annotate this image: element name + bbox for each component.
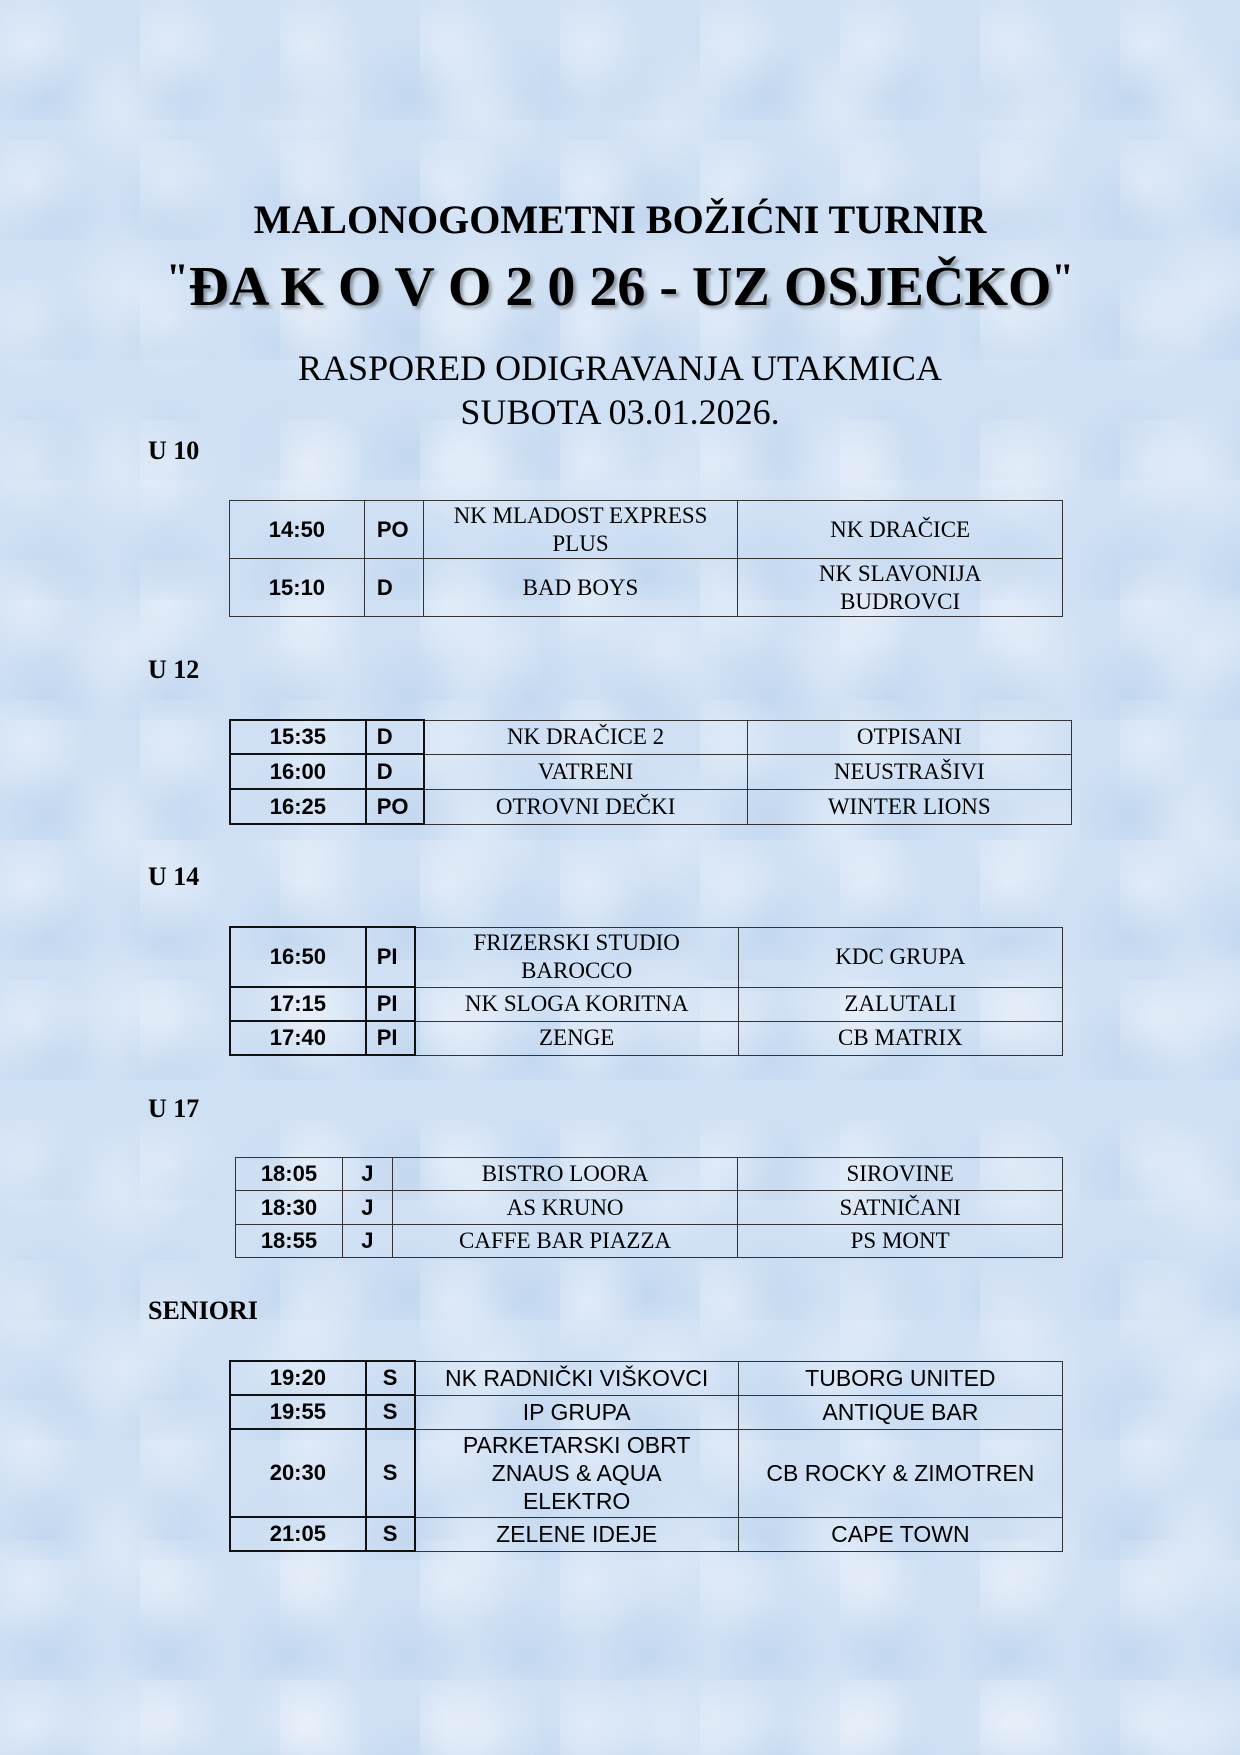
- category-label-u10: U 10: [148, 436, 200, 465]
- match-time: 15:10: [230, 559, 365, 617]
- table-row: [230, 1021, 1063, 1055]
- home-team: ZENGE: [415, 1021, 738, 1055]
- category-label-u12: U 12: [148, 655, 200, 684]
- table-row: [230, 754, 1072, 789]
- schedule-table-u17: [235, 1157, 1063, 1258]
- home-team: ZELENE IDEJE: [415, 1517, 739, 1551]
- home-team: AS KRUNO: [392, 1191, 738, 1225]
- match-group: J: [342, 1158, 392, 1191]
- home-team: IP GRUPA: [415, 1395, 739, 1429]
- table-row: [230, 501, 1063, 559]
- match-group: D: [366, 720, 424, 754]
- schedule-table-u10: [229, 500, 1063, 617]
- table-row: [230, 927, 1063, 987]
- match-time: 17:40: [230, 1021, 366, 1055]
- away-team: NK DRAČICE: [738, 501, 1063, 559]
- away-team: SATNIČANI: [738, 1191, 1063, 1225]
- match-time: 20:30: [230, 1429, 366, 1517]
- match-time: 16:50: [230, 927, 366, 987]
- home-team: NK MLADOST EXPRESS PLUS: [423, 501, 738, 559]
- away-team: WINTER LIONS: [747, 789, 1071, 824]
- home-team: CAFFE BAR PIAZZA: [392, 1225, 738, 1258]
- home-team: NK SLOGA KORITNA: [415, 987, 738, 1021]
- match-group: S: [366, 1429, 415, 1517]
- match-group: J: [342, 1191, 392, 1225]
- table-row: [230, 559, 1063, 617]
- match-time: 16:00: [230, 754, 366, 789]
- match-group: PI: [366, 927, 415, 987]
- away-team: TUBORG UNITED: [738, 1361, 1062, 1395]
- away-team: PS MONT: [738, 1225, 1063, 1258]
- tournament-name: [0, 246, 1240, 319]
- table-row: [230, 1395, 1063, 1429]
- category-label-seniori: SENIORI: [148, 1296, 258, 1325]
- home-team: NK DRAČICE 2: [424, 720, 747, 754]
- category-label-u17: U 17: [148, 1094, 200, 1123]
- table-row: [236, 1225, 1063, 1258]
- away-team: KDC GRUPA: [738, 927, 1062, 987]
- away-team: ZALUTALI: [738, 987, 1062, 1021]
- table-row: [230, 1517, 1063, 1551]
- match-time: 19:20: [230, 1361, 366, 1395]
- match-group: PI: [366, 1021, 415, 1055]
- home-team: FRIZERSKI STUDIO BAROCCO: [415, 927, 738, 987]
- schedule-date: SUBOTA 03.01.2026.: [460, 392, 780, 432]
- away-team: CB ROCKY & ZIMOTREN: [738, 1429, 1062, 1517]
- schedule-table-u14: [229, 926, 1063, 1056]
- away-team: ANTIQUE BAR: [738, 1395, 1062, 1429]
- home-team: BISTRO LOORA: [392, 1158, 738, 1191]
- home-team: OTROVNI DEČKI: [424, 789, 747, 824]
- away-team: OTPISANI: [747, 720, 1071, 754]
- table-row: [230, 789, 1072, 824]
- match-time: 18:30: [236, 1191, 343, 1225]
- match-time: 18:05: [236, 1158, 343, 1191]
- home-team: NK RADNIČKI VIŠKOVCI: [415, 1361, 739, 1395]
- category-label-u14: U 14: [148, 862, 200, 891]
- schedule-table-seniori: [229, 1360, 1063, 1552]
- home-team: BAD BOYS: [423, 559, 738, 617]
- match-time: 18:55: [236, 1225, 343, 1258]
- schedule-heading: RASPORED ODIGRAVANJA UTAKMICA: [298, 348, 942, 388]
- table-row: [236, 1158, 1063, 1191]
- match-group: J: [342, 1225, 392, 1258]
- match-time: 21:05: [230, 1517, 366, 1551]
- away-team: CB MATRIX: [738, 1021, 1062, 1055]
- away-team: NK SLAVONIJA BUDROVCI: [738, 559, 1063, 617]
- tournament-name-text: ĐA K O V O 2 0 26 - UZ OSJEČKO: [188, 256, 1052, 318]
- table-row: [230, 1361, 1063, 1395]
- away-team: SIROVINE: [738, 1158, 1063, 1191]
- table-row: [230, 987, 1063, 1021]
- away-team: NEUSTRAŠIVI: [747, 754, 1071, 789]
- match-time: 14:50: [230, 501, 365, 559]
- match-group: PO: [364, 501, 423, 559]
- tournament-title: MALONOGOMETNI BOŽIĆNI TURNIR: [253, 197, 987, 242]
- table-row: [230, 720, 1072, 754]
- table-row: [230, 1429, 1063, 1517]
- match-time: 17:15: [230, 987, 366, 1021]
- match-time: 16:25: [230, 789, 366, 824]
- match-group: PO: [366, 789, 424, 824]
- match-group: S: [366, 1395, 415, 1429]
- table-row: [236, 1191, 1063, 1225]
- home-team: PARKETARSKI OBRT ZNAUS & AQUA ELEKTRO: [415, 1429, 739, 1517]
- match-group: D: [366, 754, 424, 789]
- match-group: S: [366, 1361, 415, 1395]
- match-group: PI: [366, 987, 415, 1021]
- schedule-table-u12: [229, 719, 1072, 825]
- away-team: CAPE TOWN: [738, 1517, 1062, 1551]
- open-quote: ": [166, 255, 189, 300]
- match-time: 19:55: [230, 1395, 366, 1429]
- match-time: 15:35: [230, 720, 366, 754]
- close-quote: ": [1051, 255, 1074, 300]
- match-group: S: [366, 1517, 415, 1551]
- match-group: D: [364, 559, 423, 617]
- home-team: VATRENI: [424, 754, 747, 789]
